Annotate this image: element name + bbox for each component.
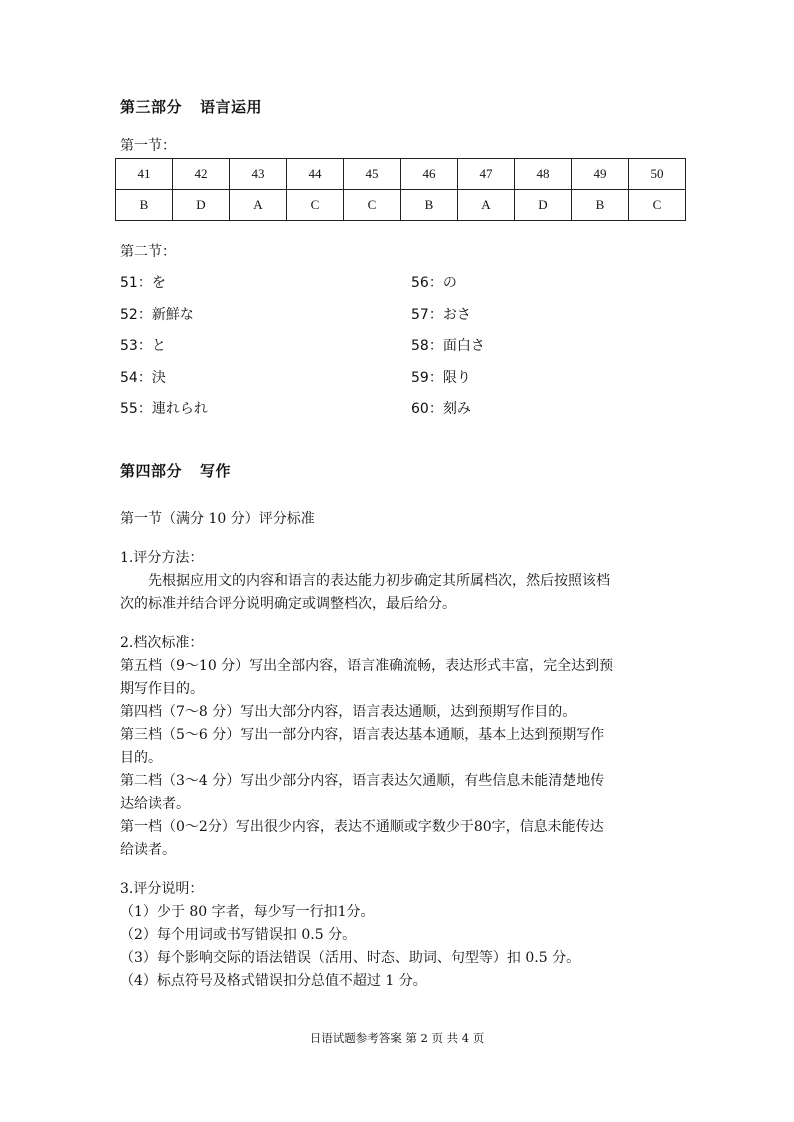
level-line: 第五档（9～10 分）写出全部内容，语言准确流畅，表达形式丰富，完全达到预 bbox=[120, 658, 614, 674]
question-number: 49 bbox=[572, 159, 629, 190]
note-line: （3）每个影响交际的语法错误（活用、时态、助词、句型等）扣 0.5 分。 bbox=[120, 950, 581, 966]
level-line: 期写作目的。 bbox=[120, 681, 204, 697]
part4-heading-title: 写作 bbox=[200, 462, 232, 480]
answer-letter: C bbox=[287, 190, 344, 221]
section1-label: 第一节： bbox=[120, 138, 176, 154]
level-line: 目的。 bbox=[120, 750, 162, 766]
answer-item: 53：と bbox=[120, 338, 166, 354]
question-number: 48 bbox=[515, 159, 572, 190]
part4-heading bbox=[120, 460, 231, 481]
part3-heading-title: 语言运用 bbox=[200, 98, 263, 116]
page-footer: 日语试题参考答案 第 2 页 共 4 页 bbox=[309, 1031, 485, 1045]
level-line: 第四档（7～8 分）写出大部分内容，语言表达通顺，达到预期写作目的。 bbox=[120, 704, 577, 720]
question-number: 46 bbox=[401, 159, 458, 190]
part4-heading-part: 第四部分 bbox=[120, 462, 183, 480]
answer-letter: C bbox=[629, 190, 686, 221]
answer-item: 56：の bbox=[411, 275, 457, 291]
answer-table-number-row bbox=[116, 159, 686, 190]
question-number: 42 bbox=[173, 159, 230, 190]
part3-heading bbox=[120, 96, 262, 117]
part3-heading-part: 第三部分 bbox=[120, 98, 183, 116]
question-number: 41 bbox=[116, 159, 173, 190]
question-number: 47 bbox=[458, 159, 515, 190]
question-number: 44 bbox=[287, 159, 344, 190]
answer-letter: B bbox=[572, 190, 629, 221]
answer-letter: C bbox=[344, 190, 401, 221]
answer-item: 59：限り bbox=[411, 370, 471, 386]
answer-item: 57：おさ bbox=[411, 307, 471, 323]
levels-title: 2.档次标准： bbox=[120, 635, 204, 651]
note-line: （4）标点符号及格式错误扣分总值不超过 1 分。 bbox=[120, 973, 427, 989]
answer-item: 60：刻み bbox=[411, 401, 471, 417]
answer-letter: B bbox=[401, 190, 458, 221]
level-line: 第三档（5～6 分）写出一部分内容，语言表达基本通顺，基本上达到预期写作 bbox=[120, 727, 605, 743]
section2-label: 第二节： bbox=[120, 244, 176, 260]
note-line: （2）每个用词或书写错误扣 0.5 分。 bbox=[120, 927, 357, 943]
notes-title: 3.评分说明： bbox=[120, 881, 204, 897]
level-line: 第一档（0～2分）写出很少内容，表达不通顺或字数少于80字，信息未能传达 bbox=[120, 819, 604, 835]
answer-item: 55：連れられ bbox=[120, 401, 208, 417]
method-line: 次的标准并结合评分说明确定或调整档次，最后给分。 bbox=[120, 596, 456, 612]
note-line: （1）少于 80 字者，每少写一行扣1分。 bbox=[120, 904, 375, 920]
answer-letter: A bbox=[230, 190, 287, 221]
answer-item: 52：新鮮な bbox=[120, 307, 194, 323]
answer-item: 51：を bbox=[120, 275, 166, 291]
answer-letter: B bbox=[116, 190, 173, 221]
answer-table bbox=[115, 158, 686, 221]
question-number: 45 bbox=[344, 159, 401, 190]
question-number: 50 bbox=[629, 159, 686, 190]
answer-item: 58：面白さ bbox=[411, 338, 485, 354]
level-line: 达给读者。 bbox=[120, 796, 190, 812]
question-number: 43 bbox=[230, 159, 287, 190]
part4-section-title: 第一节（满分 10 分）评分标准 bbox=[120, 511, 315, 527]
answer-letter: D bbox=[515, 190, 572, 221]
method-line: 先根据应用文的内容和语言的表达能力初步确定其所属档次，然后按照该档 bbox=[148, 573, 610, 589]
method-title: 1.评分方法： bbox=[120, 550, 204, 566]
level-line: 第二档（3～4 分）写出少部分内容，语言表达欠通顺，有些信息未能清楚地传 bbox=[120, 773, 605, 789]
answer-letter: A bbox=[458, 190, 515, 221]
level-line: 给读者。 bbox=[120, 842, 176, 858]
answer-table-answer-row bbox=[116, 190, 686, 221]
answer-letter: D bbox=[173, 190, 230, 221]
answer-item: 54：決 bbox=[120, 370, 166, 386]
